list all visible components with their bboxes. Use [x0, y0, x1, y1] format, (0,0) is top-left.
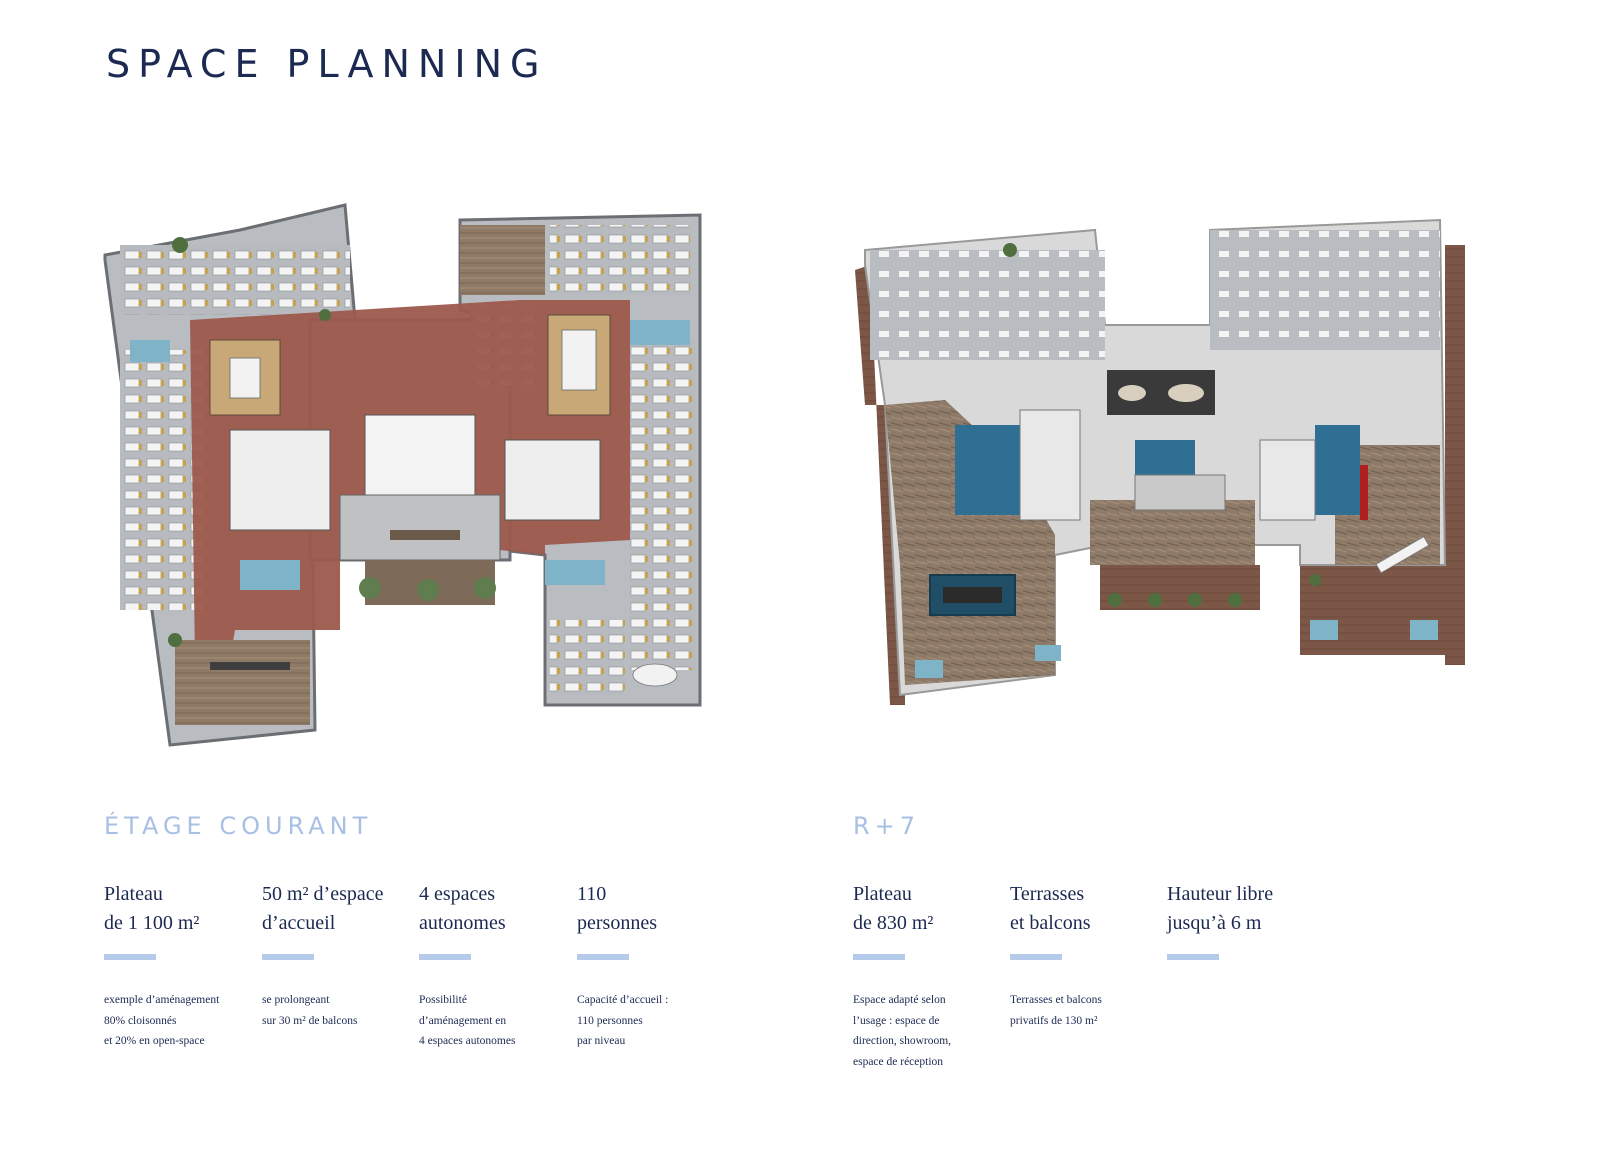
feature-description: Terrasses et balcons privatifs de 130 m² [1010, 994, 1102, 1027]
feature-description: Possibilité d’aménagement en 4 espaces autonomes [419, 994, 516, 1047]
accent-bar [1010, 954, 1062, 960]
feature-title: Plateau de 1 100 m² [104, 883, 200, 934]
accent-bar [104, 954, 156, 960]
section-heading: R+7 [853, 812, 921, 840]
feature-description: Espace adapté selon l’usage : espace de direction, showroom, espace de réception [853, 994, 952, 1068]
feature-plateau [853, 880, 1003, 1072]
floor-plan-etage-courant-drawing [100, 200, 730, 760]
floor-plan-r7 [855, 205, 1495, 725]
feature-espaces-autonomes [419, 880, 569, 1052]
feature-plateau [104, 880, 254, 1052]
feature-title: Hauteur libre jusqu’à 6 m [1167, 883, 1274, 934]
accent-bar [1167, 954, 1219, 960]
accent-bar [577, 954, 629, 960]
accent-bar [419, 954, 471, 960]
feature-title: 110 personnes [577, 883, 657, 934]
floor-plan-r7-drawing [855, 205, 1495, 725]
feature-title: Terrasses et balcons [1010, 883, 1091, 934]
feature-description: se prolongeant sur 30 m² de balcons [262, 994, 358, 1027]
page-title: SPACE PLANNING [106, 42, 548, 86]
section-heading: ÉTAGE COURANT [104, 812, 373, 840]
feature-title: Plateau de 830 m² [853, 883, 934, 934]
feature-terrasses-balcons [1010, 880, 1160, 1031]
feature-title: 4 espaces autonomes [419, 883, 506, 934]
feature-description: exemple d’aménagement 80% cloisonnés et 20% en open-space [104, 994, 220, 1047]
floor-plan-etage-courant [100, 200, 730, 760]
feature-title: 50 m² d’espace d’accueil [262, 883, 384, 934]
feature-personnes [577, 880, 727, 1052]
feature-description: Capacité d’accueil : 110 personnes par niveau [577, 994, 669, 1047]
accent-bar [853, 954, 905, 960]
feature-espace-accueil [262, 880, 412, 1031]
feature-hauteur-libre [1167, 880, 1317, 990]
accent-bar [262, 954, 314, 960]
